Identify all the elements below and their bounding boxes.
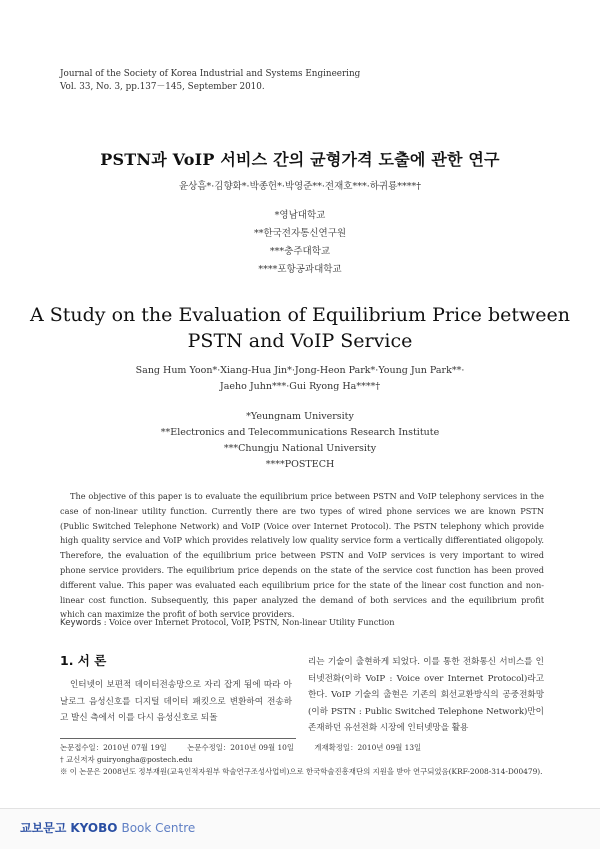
english-affiliation: ****POSTECH [265, 459, 335, 470]
footnote-divider [60, 738, 296, 739]
english-title-line: PSTN and VoIP Service [187, 330, 413, 352]
english-title-line: A Study on the Evaluation of Equilibrium Price between [30, 304, 570, 326]
keywords-label: Keywords [60, 618, 102, 628]
korean-authors: 윤상흠*·김향화*·박종헌*·박영준**·전재호***·하귀룡****† [178, 181, 422, 192]
funding-note: ※ 이 논문은 2008년도 정부재원(교육인적자원부 학술연구조성사업비)으로 한국학술진흥재단의 지원을 받아 연구되었음(KRF-2008-314-D00479). [60, 767, 543, 776]
english-authors-line: Sang Hum Yoon*·Xiang-Hua Jin*·Jong-Heon Park*·Young Jun Park**· [135, 365, 465, 376]
intro-paragraph-right: 리는 기술이 출현하게 되었다. 이를 통한 전화통신 서비스를 인터넷전화(이하 VoIP : Voice over Internet Protocol)라고 한다. VoIP 기술의 출현은 기존의 회선교환방식의 공중전화망(이하 PSTN : Public Switched Telephone Network)만이 존재하던 유선전화 시장에 인터넷망을 활용 [308, 657, 544, 733]
section-heading: 1. 서 론 [60, 653, 107, 668]
korean-affiliation: *영남대학교 [274, 210, 326, 221]
kyobo-logo [20, 819, 195, 836]
english-authors-line: Jaeho Juhn***·Gui Ryong Ha****† [219, 381, 381, 392]
received-date: 논문접수일：2010년 07월 19일 [60, 743, 167, 752]
submission-dates [60, 742, 560, 754]
keywords [60, 617, 544, 628]
logo-english: KYOBO [70, 821, 118, 835]
right-column [308, 654, 544, 737]
journal-volume: Vol. 33, No. 3, pp.137－145, September 2010. [60, 82, 265, 92]
footnotes [60, 742, 560, 778]
korean-affiliation: ***충주대학교 [269, 246, 331, 257]
accepted-date: 게재확정일：2010년 09월 13일 [314, 743, 422, 752]
left-column [60, 651, 292, 727]
korean-affiliations [0, 207, 600, 279]
intro-paragraph-left: 인터넷이 보편적 데이터전송망으로 자리 잡게 됨에 따라 아날로그 음성신호를 디지털 데이터 패킷으로 변환하여 전송하고 발신 측에서 이를 다시 음성신호로 되돌 [60, 680, 292, 723]
english-authors [0, 363, 600, 395]
logo-subtitle: Book Centre [121, 821, 196, 835]
journal-name: Journal of the Society of Korea Industrial and Systems Engineering [60, 69, 361, 79]
english-title [0, 302, 600, 354]
corresponding-author: † 교신저자 guiryongha@postech.edu [60, 755, 193, 764]
english-affiliation: ***Chungju National University [223, 443, 377, 454]
korean-affiliation: ****포항공과대학교 [258, 264, 342, 275]
logo-korean: 교보문고 [20, 821, 67, 835]
english-affiliations [0, 409, 600, 473]
korean-affiliation: **한국전자통신연구원 [253, 228, 347, 239]
revised-date: 논문수정일：2010년 09월 10일 [187, 743, 295, 752]
keywords-text: : Voice over Internet Protocol, VoIP, PSTN, Non-linear Utility Function [103, 617, 395, 627]
english-affiliation: *Yeungnam University [246, 411, 354, 422]
journal-header [60, 68, 360, 94]
abstract: The objective of this paper is to evaluate the equilibrium price between PSTN and VoIP telephony services in the case of non-linear utility function. Currently there are two types of wired phone services we are known PSTN (Public Switched Telephone Network) and VoIP (Voice over Internet Protocol). The PSTN telephony which provide high quality service and VoIP which provides relatively low quality service form a vertically differentiated oligopoly. Therefore, the evaluation of the equilibrium price between PSTN and VoIP services is very important to wired phone service providers. The equilibrium price depends on the state of the service cost function has been proved different value. This paper was evaluated each equilibrium price for the state of the linear cost function and non-linear cost function. Subsequently, this paper analyzed the demand of both services and the equilibrium profit which can maximize the profit of both service providers. [60, 491, 544, 620]
english-affiliation: **Electronics and Telecommunications Research Institute [160, 427, 440, 438]
korean-title: PSTN과 VoIP 서비스 간의 균형가격 도출에 관한 연구 [100, 150, 500, 169]
